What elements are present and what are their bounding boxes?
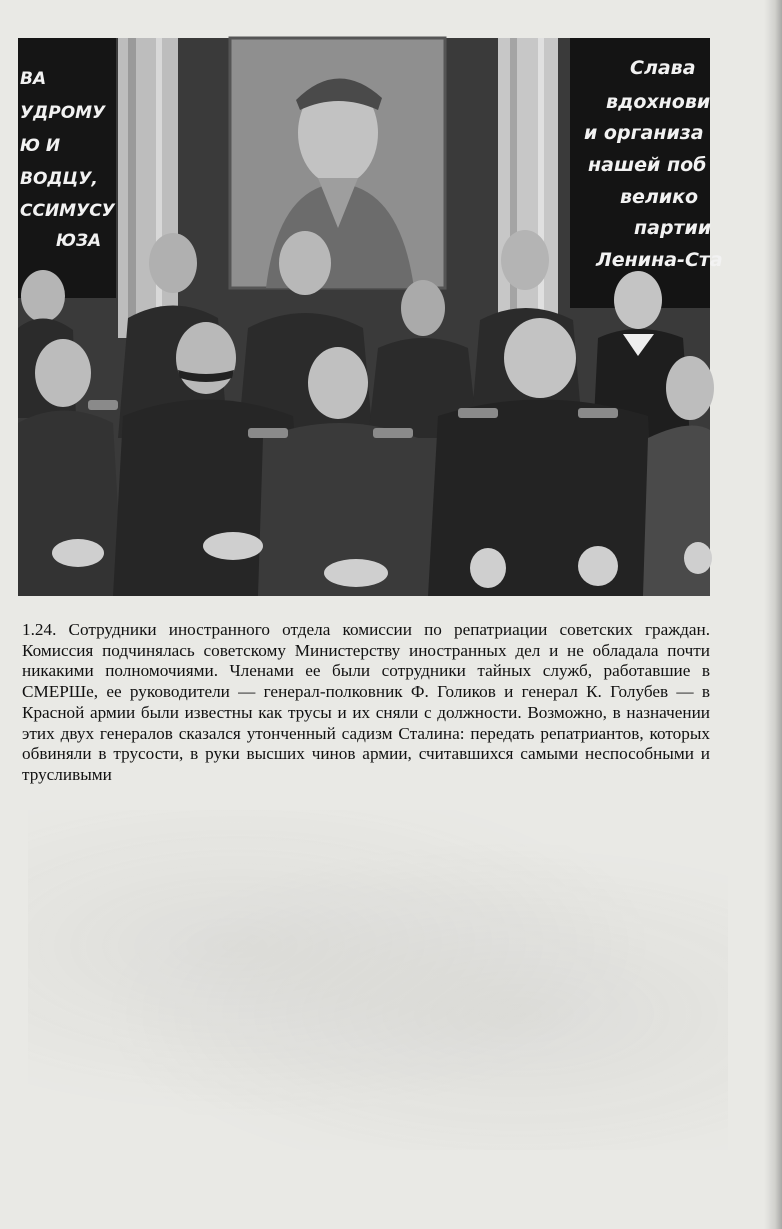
left-banner-line-3: Ю И [20,136,61,156]
left-banner-line-1: ВА [20,69,47,89]
column-left [118,38,178,338]
right-banner-line-3: и организа [584,122,704,144]
left-banner-line-5: ССИМУСУ [20,201,115,221]
right-banner-line-6: партии [634,217,712,239]
right-banner-line-7: Ленина-Ста [596,249,723,271]
left-banner-line-6: ЮЗА [56,231,102,251]
photo-caption: 1.24. Сотрудники иностранного отдела комиссии по репатриации советских граждан. Комиссия подчинялась советскому Министерству иностранных дел и не обладала почти никакими полномочиями. Членами ее были сотрудники тайных служб, работавшие в СМЕРШе, ее руководители — генерал-полковник Ф. Голиков и генерал К. Голубев — в Красной армии были известны как трусы и их сняли с должности. Возможно, в назначении этих двух генералов сказался утонченный садизм Сталина: передать репатриантов, которых обвиняли в трусости, в руки высших чинов армии, считавшихся самыми неспособными и трусливыми [22,620,710,784]
group-photograph [18,38,723,596]
right-banner-line-4: нашей поб [588,154,707,176]
page-edge-shadow [764,0,782,1229]
right-banner-line-1: Слава [630,57,696,79]
left-banner-line-4: ВОДЦУ, [20,169,98,189]
reverse-side-bleed-through [28,810,728,1150]
right-banner-line-2: вдохнови [606,91,711,113]
right-banner-line-5: велико [620,186,699,208]
left-banner-line-2: УДРОМУ [20,103,106,123]
